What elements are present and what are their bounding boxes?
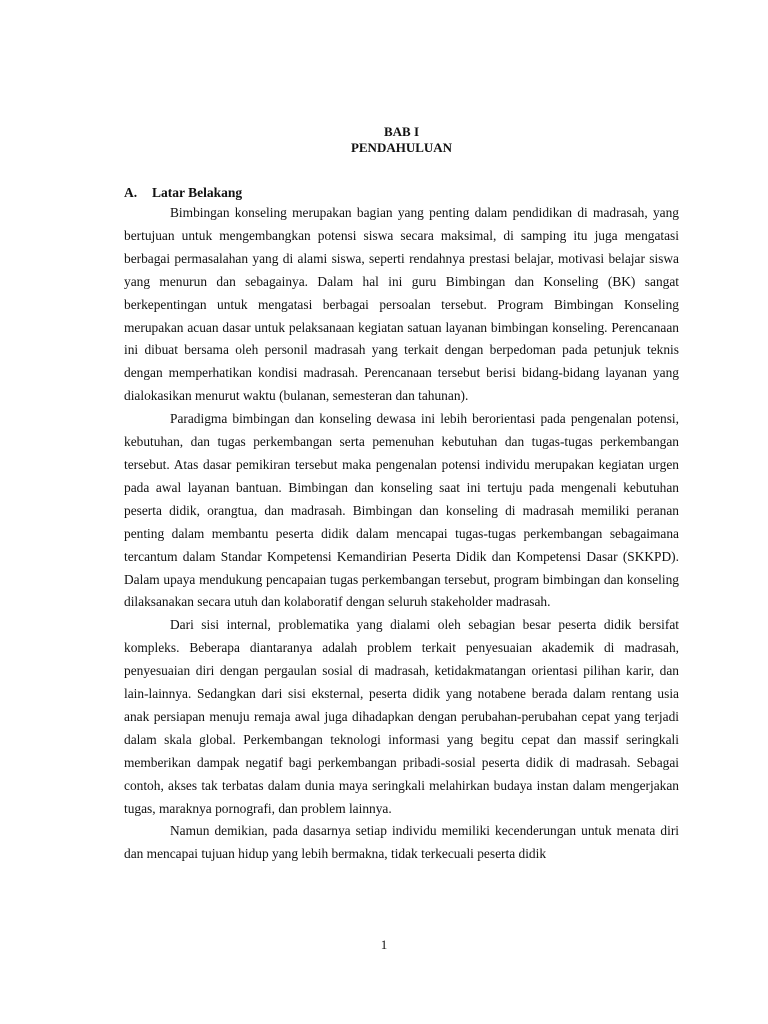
chapter-title: PENDAHULUAN — [350, 140, 453, 155]
section-number: A. — [124, 185, 138, 200]
section-heading — [124, 184, 679, 202]
paragraph-3: Dari sisi internal, problematika yang dialami oleh sebagian besar peserta didik bersifat kompleks. Beberapa diantaranya adalah problem terkait penyesuaian akademik di madrasah, penyesuaian diri dengan pergaulan sosial di madrasah, ketidakmatangan orientasi pilihan karir, dan lain-lainnya. Sedangkan dari sisi eksternal, peserta didik yang notabene berada dalam rentang usia anak persiapan menuju remaja awal juga dihadapkan dengan perubahan-perubahan cepat yang terjadi dalam skala global. Perkembangan teknologi informasi yang begitu cepat dan massif seringkali memberikan dampak negatif bagi perkembangan pribadi-sosial peserta didik di madrasah. Sebagai contoh, akses tak terbatas dalam dunia maya seringkali melahirkan budaya instan dalam mengerjakan tugas, maraknya pornografi, dan problem lainnya. — [124, 617, 679, 816]
paragraph-2: Paradigma bimbingan dan konseling dewasa ini lebih berorientasi pada pengenalan potensi, kebutuhan, dan tugas perkembangan serta pemenuhan kebutuhan dan tugas-tugas perkembangan tersebut. Atas dasar pemikiran tersebut maka pengenalan potensi individu merupakan kegiatan urgen pada awal layanan bantuan. Bimbingan dan konseling saat ini tertuju pada mengenali kebutuhan peserta didik, orangtua, dan madrasah. Bimbingan dan konseling di madrasah memiliki peranan penting dalam membantu peserta didik dalam mencapai tugas-tugas perkembangan sebagaimana tercantum dalam Standar Kompetensi Kemandirian Peserta Didik dan Kompetensi Dasar (SKKPD). Dalam upaya mendukung pencapaian tugas perkembangan tersebut, program bimbingan dan konseling dilaksanakan secara utuh dan kolaboratif dengan seluruh stakeholder madrasah. — [124, 411, 679, 610]
chapter-number: BAB I — [383, 124, 420, 139]
page-number: 1 — [380, 937, 388, 952]
page-content — [124, 124, 679, 866]
paragraph-4: Namun demikian, pada dasarnya setiap individu memiliki kecenderungan untuk menata diri dan mencapai tujuan hidup yang lebih bermakna, tidak terkecuali peserta didik — [124, 823, 679, 862]
chapter-heading — [124, 124, 679, 156]
paragraph-1: Bimbingan konseling merupakan bagian yang penting dalam pendidikan di madrasah, yang bertujuan untuk mengembangkan potensi siswa secara maksimal, di samping itu juga mengatasi berbagai permasalahan yang di alami siswa, seperti rendahnya prestasi belajar, motivasi belajar siswa yang menurun dan sebagainya. Dalam hal ini guru Bimbingan dan Konseling (BK) sangat berkepentingan untuk mengatasi berbagai persoalan tersebut. Program Bimbingan Konseling merupakan acuan dasar untuk pelaksanaan kegiatan satuan layanan bimbingan konseling. Perencanaan ini dibuat bersama oleh personil madrasah yang terkait dengan berpedoman pada petunjuk teknis dengan memperhatikan kondisi madrasah. Perencanaan tersebut berisi bidang-bidang layanan yang dialokasikan menurut waktu (bulanan, semesteran dan tahunan). — [124, 205, 679, 404]
section-title: Latar Belakang — [152, 185, 243, 200]
